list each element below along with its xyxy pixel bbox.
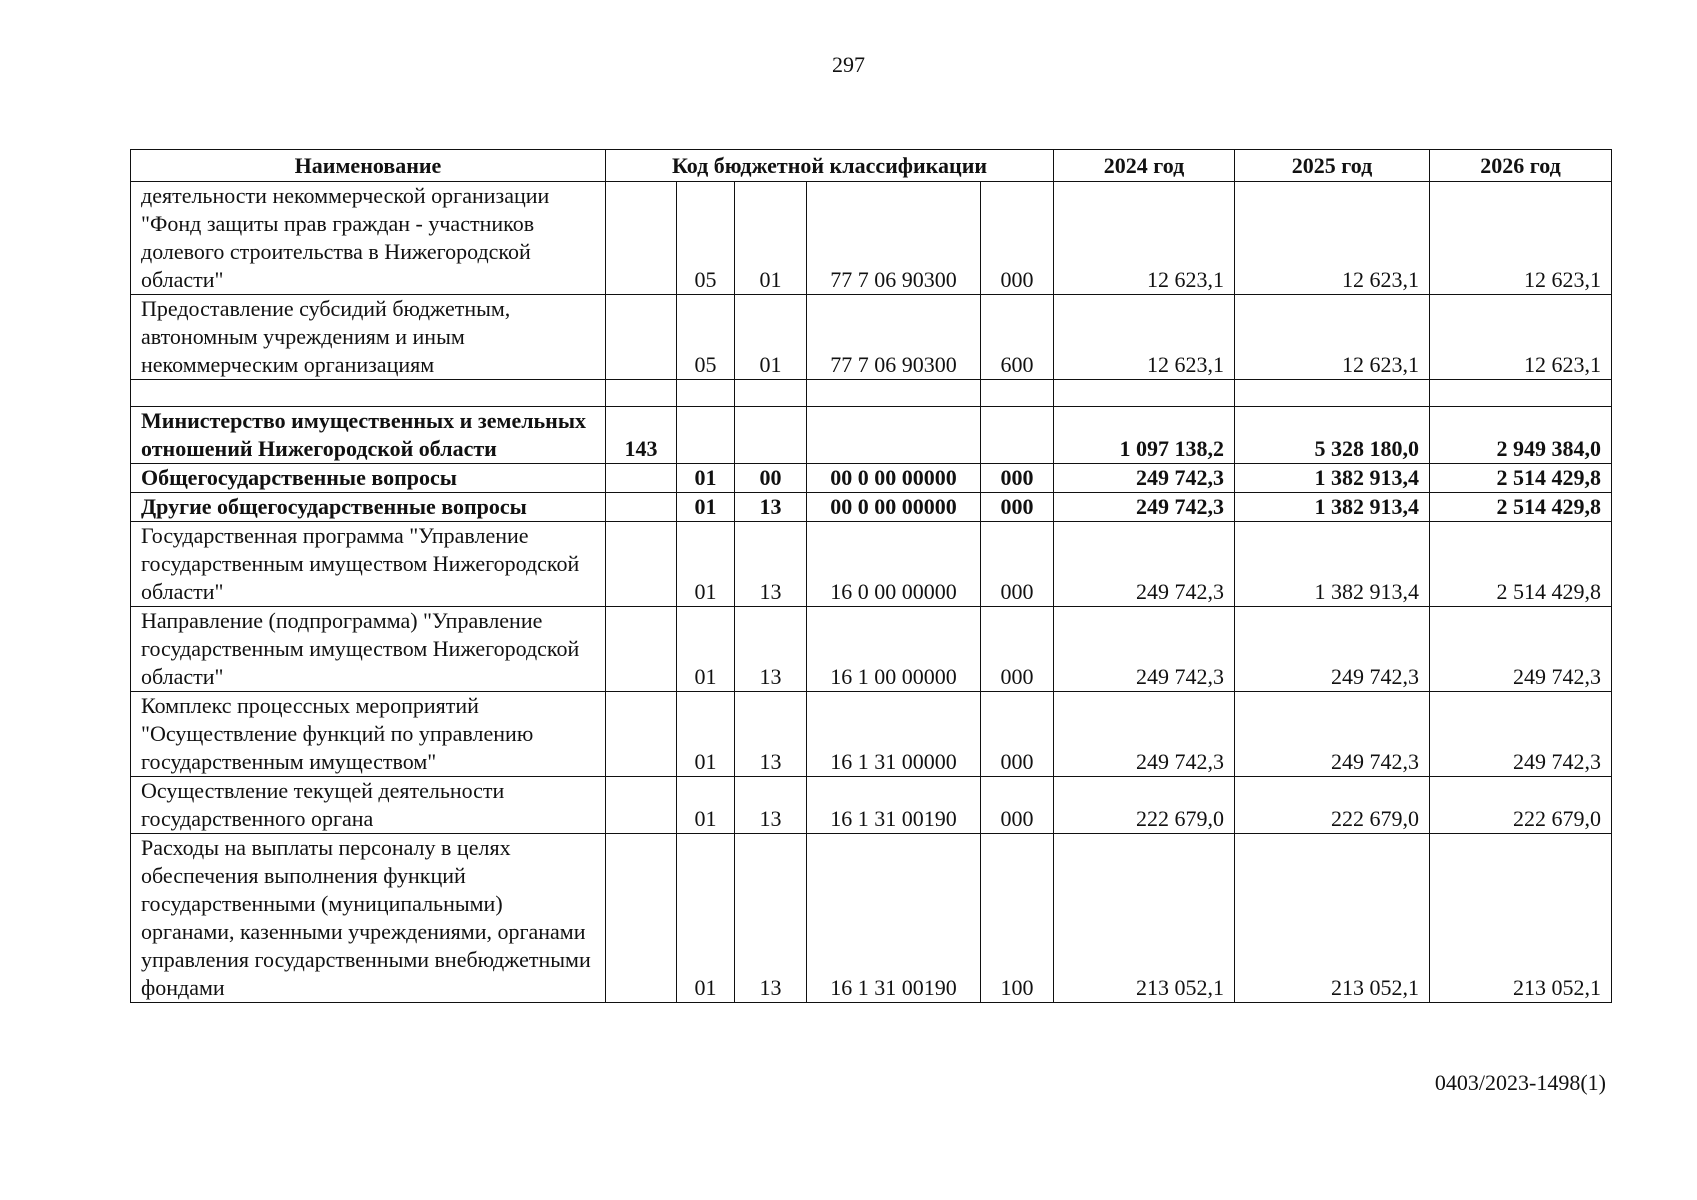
header-2025: 2025 год — [1235, 150, 1430, 182]
cell-2025: 1 382 913,4 — [1235, 464, 1430, 493]
cell-target-article: 16 1 00 00000 — [807, 607, 981, 692]
cell-2025: 249 742,3 — [1235, 607, 1430, 692]
cell-subsection: 13 — [735, 834, 807, 1003]
header-code: Код бюджетной классификации — [606, 150, 1054, 182]
cell-2024 — [1054, 380, 1235, 407]
header-2024: 2024 год — [1054, 150, 1235, 182]
cell-ved — [606, 295, 677, 380]
cell-2026: 222 679,0 — [1430, 777, 1612, 834]
cell-2026: 2 514 429,8 — [1430, 464, 1612, 493]
cell-2024: 249 742,3 — [1054, 692, 1235, 777]
cell-subsection: 13 — [735, 692, 807, 777]
page-number: 297 — [832, 52, 865, 77]
cell-section: 05 — [677, 295, 735, 380]
cell-2025: 249 742,3 — [1235, 692, 1430, 777]
cell-name: Государственная программа "Управление государственным имуществом Нижегородской области" — [131, 522, 606, 607]
cell-2024: 12 623,1 — [1054, 182, 1235, 295]
cell-2026: 2 514 429,8 — [1430, 522, 1612, 607]
cell-2024: 249 742,3 — [1054, 607, 1235, 692]
cell-2025: 12 623,1 — [1235, 182, 1430, 295]
cell-target-article — [807, 380, 981, 407]
budget-table — [130, 149, 1612, 1003]
cell-target-article — [807, 407, 981, 464]
cell-2025: 222 679,0 — [1235, 777, 1430, 834]
cell-subsection: 13 — [735, 493, 807, 522]
cell-target-article: 00 0 00 00000 — [807, 464, 981, 493]
cell-name: Осуществление текущей деятельности государственного органа — [131, 777, 606, 834]
cell-2024: 12 623,1 — [1054, 295, 1235, 380]
cell-subsection: 00 — [735, 464, 807, 493]
cell-expense-type: 600 — [981, 295, 1054, 380]
cell-2025: 12 623,1 — [1235, 295, 1430, 380]
table-row — [131, 380, 1612, 407]
cell-expense-type: 100 — [981, 834, 1054, 1003]
cell-subsection — [735, 407, 807, 464]
cell-2026: 213 052,1 — [1430, 834, 1612, 1003]
cell-subsection: 13 — [735, 777, 807, 834]
cell-subsection — [735, 380, 807, 407]
cell-expense-type: 000 — [981, 182, 1054, 295]
cell-section: 01 — [677, 493, 735, 522]
cell-name: Другие общегосударственные вопросы — [131, 493, 606, 522]
cell-2026: 249 742,3 — [1430, 692, 1612, 777]
cell-expense-type: 000 — [981, 692, 1054, 777]
cell-target-article: 00 0 00 00000 — [807, 493, 981, 522]
cell-section: 01 — [677, 834, 735, 1003]
cell-2024: 1 097 138,2 — [1054, 407, 1235, 464]
cell-ved — [606, 834, 677, 1003]
cell-2025: 213 052,1 — [1235, 834, 1430, 1003]
cell-target-article: 16 1 31 00190 — [807, 834, 981, 1003]
cell-expense-type: 000 — [981, 464, 1054, 493]
table-row — [131, 834, 1612, 1003]
cell-expense-type — [981, 380, 1054, 407]
cell-2026: 12 623,1 — [1430, 295, 1612, 380]
cell-section: 05 — [677, 182, 735, 295]
cell-name: Общегосударственные вопросы — [131, 464, 606, 493]
cell-subsection: 01 — [735, 295, 807, 380]
cell-ved — [606, 607, 677, 692]
table-row — [131, 407, 1612, 464]
cell-2024: 222 679,0 — [1054, 777, 1235, 834]
cell-name: Направление (подпрограмма) "Управление государственным имуществом Нижегородской области" — [131, 607, 606, 692]
cell-2024: 249 742,3 — [1054, 464, 1235, 493]
table-row — [131, 464, 1612, 493]
cell-section: 01 — [677, 522, 735, 607]
cell-expense-type: 000 — [981, 777, 1054, 834]
cell-target-article: 77 7 06 90300 — [807, 295, 981, 380]
table-row — [131, 182, 1612, 295]
table-row — [131, 295, 1612, 380]
cell-2025: 1 382 913,4 — [1235, 493, 1430, 522]
cell-2026: 12 623,1 — [1430, 182, 1612, 295]
cell-name — [131, 380, 606, 407]
cell-ved — [606, 464, 677, 493]
header-name: Наименование — [131, 150, 606, 182]
cell-subsection: 13 — [735, 522, 807, 607]
cell-target-article: 77 7 06 90300 — [807, 182, 981, 295]
table-row — [131, 607, 1612, 692]
table-row — [131, 522, 1612, 607]
cell-2026: 2 514 429,8 — [1430, 493, 1612, 522]
cell-2026: 2 949 384,0 — [1430, 407, 1612, 464]
cell-subsection: 13 — [735, 607, 807, 692]
header-2026: 2026 год — [1430, 150, 1612, 182]
cell-2024: 213 052,1 — [1054, 834, 1235, 1003]
cell-target-article: 16 1 31 00190 — [807, 777, 981, 834]
cell-expense-type: 000 — [981, 522, 1054, 607]
cell-2026 — [1430, 380, 1612, 407]
cell-ved — [606, 692, 677, 777]
cell-2025 — [1235, 380, 1430, 407]
cell-subsection: 01 — [735, 182, 807, 295]
cell-target-article: 16 0 00 00000 — [807, 522, 981, 607]
cell-ved — [606, 182, 677, 295]
cell-expense-type: 000 — [981, 493, 1054, 522]
cell-section: 01 — [677, 607, 735, 692]
cell-2026: 249 742,3 — [1430, 607, 1612, 692]
cell-2025: 5 328 180,0 — [1235, 407, 1430, 464]
cell-2025: 1 382 913,4 — [1235, 522, 1430, 607]
cell-ved — [606, 493, 677, 522]
cell-section — [677, 380, 735, 407]
cell-target-article: 16 1 31 00000 — [807, 692, 981, 777]
cell-2024: 249 742,3 — [1054, 522, 1235, 607]
table-row — [131, 777, 1612, 834]
cell-ved — [606, 522, 677, 607]
cell-name: Комплекс процессных мероприятий "Осуществление функций по управлению государственным имуществом" — [131, 692, 606, 777]
cell-name: Министерство имущественных и земельных отношений Нижегородской области — [131, 407, 606, 464]
cell-section — [677, 407, 735, 464]
cell-ved — [606, 380, 677, 407]
table-row — [131, 692, 1612, 777]
cell-section: 01 — [677, 777, 735, 834]
cell-2024: 249 742,3 — [1054, 493, 1235, 522]
cell-ved: 143 — [606, 407, 677, 464]
cell-name: деятельности некоммерческой организации "Фонд защиты прав граждан - участников долевого строительства в Нижегородской области" — [131, 182, 606, 295]
cell-name: Расходы на выплаты персоналу в целях обеспечения выполнения функций государственными (муниципальными) органами, казенными учреждениями, органами управления государственными внебюджетными фондами — [131, 834, 606, 1003]
cell-expense-type: 000 — [981, 607, 1054, 692]
cell-section: 01 — [677, 692, 735, 777]
cell-name: Предоставление субсидий бюджетным, автономным учреждениям и иным некоммерческим организациям — [131, 295, 606, 380]
cell-expense-type — [981, 407, 1054, 464]
cell-section: 01 — [677, 464, 735, 493]
cell-ved — [606, 777, 677, 834]
table-header-row — [131, 150, 1612, 182]
table-row — [131, 493, 1612, 522]
document-code: 0403/2023-1498(1) — [1434, 1070, 1606, 1095]
